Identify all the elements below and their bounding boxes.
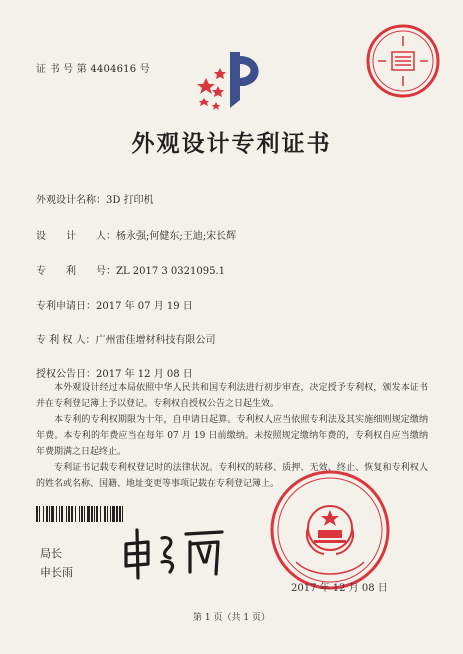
signature-icon bbox=[118, 522, 230, 582]
patentee-row bbox=[36, 331, 216, 346]
filing-date-value: 2017 年 07 月 19 日 bbox=[96, 301, 193, 312]
body-paragraph-3: 专利证书记载专利权登记时的法律状况。专利权的转移、质押、无效、终止、恢复和专利权人的姓名或名称、国籍、地址变更等事项记载在专利登记簿上。 bbox=[36, 463, 428, 489]
filing-date-label: 专利申请日： bbox=[36, 301, 96, 312]
designer-row bbox=[36, 227, 236, 242]
director-name: 申长雨 bbox=[40, 566, 73, 579]
national-emblem-icon bbox=[268, 468, 392, 592]
designer-label: 设 计 人： bbox=[36, 231, 116, 242]
page-footer: 第 1 页（共 1 页） bbox=[193, 613, 270, 623]
patent-number-row bbox=[36, 262, 225, 277]
designer-value: 杨永强;何健东;王迪;宋长辉 bbox=[116, 231, 237, 242]
corner-seal-icon bbox=[364, 22, 442, 100]
grant-date-row bbox=[36, 365, 193, 380]
design-name-row bbox=[36, 191, 154, 206]
design-name-label: 外观设计名称： bbox=[36, 195, 106, 206]
grant-date-label: 授权公告日： bbox=[36, 369, 96, 380]
patent-number-value: ZL 2017 3 0321095.1 bbox=[116, 266, 226, 277]
design-name-value: 3D 打印机 bbox=[106, 195, 154, 206]
director-title: 局长 bbox=[40, 547, 62, 560]
seal-date: 2017 年 12 月 08 日 bbox=[291, 583, 388, 594]
grant-date-value: 2017 年 12 月 08 日 bbox=[96, 369, 193, 380]
patentee-value: 广州雷佳增材科技有限公司 bbox=[95, 335, 216, 346]
filing-date-row bbox=[36, 297, 193, 312]
body-paragraph-1: 本外观设计经过本局依照中华人民共和国专利法进行初步审查，决定授予专利权，颁发本证书并在专利登记簿上予以登记。专利权自授权公告之日起生效。 bbox=[36, 383, 428, 409]
patentee-label: 专 利 权 人： bbox=[36, 335, 96, 346]
patent-number-label: 专 利 号： bbox=[36, 266, 116, 277]
body-paragraph-2: 本专利的专利权期限为十年，自申请日起算。专利权人应当依照专利法及其实施细则规定缴纳年费。本专利的年费应当在每年 07 月 19 日前缴纳。未按照规定缴纳年费的，专利权自应当缴纳年费期满之日起终止。 bbox=[36, 415, 428, 457]
barcode-icon bbox=[36, 506, 214, 522]
certificate-number: 证 书 号 第 4404616 号 bbox=[36, 64, 150, 75]
cnipa-logo-icon bbox=[196, 48, 272, 114]
certificate-title: 外观设计专利证书 bbox=[131, 130, 332, 157]
